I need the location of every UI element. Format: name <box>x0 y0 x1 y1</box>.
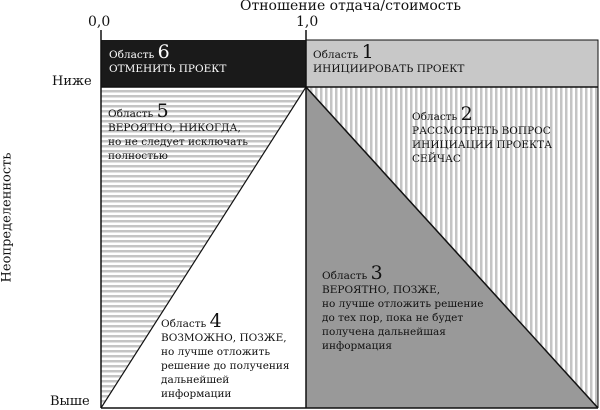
region-4-label: Область 4 ВОЗМОЖНО, ПОЗЖЕ, но лучше отложить решение до получения дальнейшей информации <box>161 310 290 400</box>
region-6-label: Область 6 ОТМЕНИТЬ ПРОЕКТ <box>109 41 227 75</box>
y-tick-high: Выше <box>50 394 90 409</box>
x-axis-title: Отношение отдача/стоимость <box>240 0 462 14</box>
x-tick-0: 0,0 <box>88 14 111 30</box>
region-5-label: Область 5 ВЕРОЯТНО, НИКОГДА, но не следует исключать полностью <box>108 100 248 162</box>
region-1-label: Область 1 ИНИЦИИРОВАТЬ ПРОЕКТ <box>313 41 465 75</box>
region-3-label: Область 3 ВЕРОЯТНО, ПОЗЖЕ, но лучше отложить решение до тех пор, пока не будет получена дальнейшая информация <box>322 262 484 352</box>
y-axis-title: Неопределенность <box>0 152 15 283</box>
y-tick-low: Ниже <box>52 74 92 89</box>
x-tick-1: 1,0 <box>296 14 319 30</box>
region-2-label: Область 2 РАССМОТРЕТЬ ВОПРОС ИНИЦИАЦИИ ПРОЕКТА СЕЙЧАС <box>412 103 553 165</box>
